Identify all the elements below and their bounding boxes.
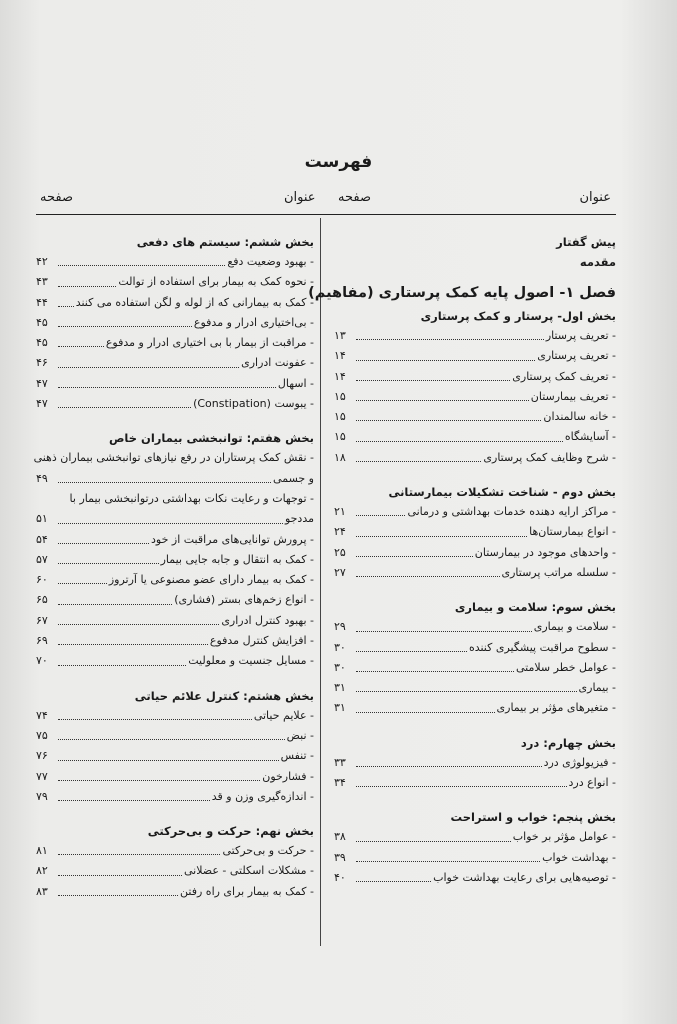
- toc-page-number: ۴۹: [36, 471, 48, 485]
- toc-entry: [334, 678, 616, 698]
- toc-entry: [36, 469, 314, 489]
- toc-entry-text: - علایم حیاتی: [253, 708, 314, 722]
- dot-leader: [58, 305, 74, 307]
- toc-entry: [36, 570, 314, 590]
- toc-entry: [334, 387, 616, 407]
- toc-entry-text: - مشکلات اسکلتی - عضلانی: [184, 864, 314, 878]
- dot-leader: [356, 514, 405, 516]
- dot-leader: [58, 853, 220, 855]
- toc-entry-text: - مراقبت از بیمار با بی اختیاری ادرار و مدفوع: [105, 336, 314, 350]
- toc-page-number: ۱۴: [334, 349, 346, 363]
- toc-entry-text: - بیماری: [578, 681, 616, 695]
- toc-entry-text: - بهبود وضعیت دفع: [227, 255, 314, 268]
- right-title-header: عنوان: [579, 190, 611, 205]
- toc-entry-text: - عفونت ادراری: [241, 356, 314, 370]
- toc-page-number: ۵۷: [36, 552, 48, 566]
- toc-entry: [36, 272, 314, 292]
- toc-entry: [36, 746, 314, 766]
- page-title: فهرست: [304, 152, 373, 172]
- toc-page-number: ۴۳: [36, 275, 48, 289]
- toc-entry-line: - توجهات و رعایت نکات بهداشتی درتوانبخشی بیمار با: [69, 491, 314, 505]
- dot-leader: [356, 575, 500, 577]
- section-heading: بخش دوم - شناخت تشکیلات بیمارستانی: [388, 485, 616, 500]
- right-column: [308, 232, 616, 888]
- section-gap: [334, 719, 616, 733]
- toc-entry-text: - حرکت و بی‌حرکتی: [222, 844, 314, 858]
- toc-entry: [36, 333, 314, 353]
- dot-leader: [58, 779, 260, 781]
- toc-entry: [36, 252, 314, 272]
- dot-leader: [58, 386, 276, 388]
- toc-page-number: ۲۵: [334, 545, 346, 559]
- toc-page-number: ۲۷: [334, 565, 346, 579]
- dot-leader: [356, 399, 529, 401]
- toc-page-number: ۷۵: [36, 728, 48, 742]
- toc-entry: [36, 374, 314, 394]
- toc-entry: [36, 590, 314, 610]
- toc-entry: [36, 706, 314, 726]
- toc-entry-text: - متغیرهای مؤثر بر بیماری: [496, 701, 616, 715]
- toc-entry: [334, 522, 616, 542]
- toc-entry-text: - مراکز ارایه دهنده خدمات بهداشتی و درمانی: [407, 505, 616, 519]
- section-heading: بخش پنجم: خواب و استراحت: [450, 810, 616, 825]
- toc-entry: [334, 698, 616, 718]
- toc-page-number: ۳۳: [334, 755, 346, 769]
- toc-page-number: ۴۲: [36, 255, 48, 268]
- dot-leader: [356, 840, 511, 842]
- toc-entry-text: - سطوح مراقبت پیشگیری کننده: [468, 640, 616, 654]
- section-gap: [36, 672, 314, 686]
- toc-entry-text: - یبوست (Constipation): [193, 397, 314, 411]
- dot-leader: [58, 582, 107, 584]
- toc-page-number: ۴۰: [334, 870, 346, 884]
- dot-leader: [58, 264, 225, 266]
- right-sections: [334, 306, 616, 888]
- dot-leader: [356, 690, 577, 692]
- dot-leader: [58, 643, 208, 645]
- toc-entry: [36, 651, 314, 671]
- toc-entry-text: - نحوه کمک به بیمار برای استفاده از توالت: [118, 275, 314, 289]
- toc-entry: [36, 293, 314, 313]
- left-sections: [33, 232, 314, 902]
- toc-page-number: ۳۴: [334, 776, 346, 790]
- toc-page-number: ۲۱: [334, 505, 346, 519]
- section-heading: بخش نهم: حرکت و بی‌حرکتی: [147, 824, 314, 839]
- toc-entry: [36, 611, 314, 631]
- toc-entry-text: - تعریف کمک پرستاری: [512, 369, 616, 383]
- toc-page-number: ۷۶: [36, 749, 48, 763]
- dot-leader: [58, 664, 186, 666]
- dot-leader: [58, 562, 159, 564]
- toc-entry: [334, 346, 616, 366]
- toc-entry: [334, 448, 616, 468]
- left-column: [33, 232, 314, 902]
- toc-entry-text: - عوامل خطر سلامتی: [515, 660, 616, 674]
- dot-leader: [356, 379, 510, 381]
- section-heading: بخش اول- پرستار و کمک پرستاری: [420, 309, 616, 323]
- dot-leader: [356, 711, 495, 713]
- toc-page-number: ۷۴: [36, 708, 48, 722]
- section-gap: [36, 807, 314, 821]
- intro-preface: پیش گفتار: [556, 235, 616, 249]
- toc-page-number: ۸۳: [36, 884, 48, 898]
- dot-leader: [356, 785, 567, 787]
- toc-entry: [334, 617, 616, 637]
- toc-entry-text: و جسمی: [273, 471, 314, 485]
- toc-entry: [334, 827, 616, 847]
- dot-leader: [58, 603, 172, 605]
- header-rule: [36, 214, 616, 215]
- section-gap: [334, 583, 616, 597]
- dot-leader: [356, 419, 541, 421]
- toc-entry-text: - سلامت و بیماری: [533, 620, 616, 634]
- toc-entry: [36, 726, 314, 746]
- toc-page-number: ۵۴: [36, 532, 48, 546]
- toc-entry-text: - کمک به انتقال و جابه جایی بیمار: [160, 552, 314, 566]
- toc-entry-text: - اسهال: [277, 376, 314, 390]
- dot-leader: [58, 345, 104, 347]
- dot-leader: [58, 623, 219, 625]
- toc-page-number: ۵۱: [36, 512, 48, 526]
- dot-leader: [356, 860, 540, 862]
- left-page-header: صفحه: [40, 190, 73, 205]
- dot-leader: [58, 542, 149, 544]
- toc-entry: [334, 773, 616, 793]
- dot-leader: [356, 630, 532, 632]
- toc-entry: [36, 861, 314, 881]
- intro-introduction: مقدمه: [579, 255, 616, 269]
- toc-page-number: ۴۷: [36, 376, 48, 390]
- toc-entry-text: - سلسله مراتب پرستاری: [501, 565, 616, 579]
- dot-leader: [58, 894, 178, 896]
- toc-page-number: ۱۴: [334, 369, 346, 383]
- toc-page-number: ۳۱: [334, 681, 346, 695]
- dot-leader: [58, 522, 283, 524]
- section-heading: بخش سوم: سلامت و بیماری: [454, 600, 616, 615]
- toc-page-number: ۳۱: [334, 701, 346, 715]
- section-heading: بخش چهارم: درد: [520, 735, 616, 750]
- dot-leader: [356, 650, 467, 652]
- dot-leader: [356, 555, 473, 557]
- toc-entry-text: - آسایشگاه: [564, 430, 616, 444]
- toc-entry: [334, 753, 616, 773]
- toc-entry: [334, 563, 616, 583]
- toc-entry-text: - تعریف پرستار: [545, 329, 616, 342]
- toc-page-number: ۲۴: [334, 525, 346, 539]
- dot-leader: [356, 440, 563, 442]
- toc-entry: [36, 882, 314, 902]
- toc-entry: [334, 502, 616, 522]
- toc-entry-text: - شرح وظایف کمک پرستاری: [483, 450, 616, 464]
- toc-page-number: ۴۵: [36, 336, 48, 350]
- toc-entry-text: - اندازه‌گیری وزن و قد: [211, 789, 314, 803]
- toc-page-number: ۳۰: [334, 640, 346, 654]
- toc-entry-text: - تعریف بیمارستان: [530, 389, 616, 403]
- toc-entry-text: - خانه سالمندان: [543, 410, 616, 424]
- toc-entry-line: - نقش کمک پرستاران در رفع نیازهای توانبخشی بیماران ذهنی: [33, 451, 314, 465]
- dot-leader: [58, 285, 116, 287]
- toc-entry-text: - نبض: [286, 728, 314, 742]
- toc-entry-text: - توصیه‌هایی برای رعایت بهداشت خواب: [433, 870, 616, 884]
- toc-entry-text: - بهبود کنترل ادراری: [221, 613, 314, 627]
- right-page-header: صفحه: [338, 190, 371, 205]
- toc-page-number: ۱۵: [334, 389, 346, 403]
- section-heading: بخش هشتم: کنترل علائم حیاتی: [134, 688, 314, 703]
- toc-entry: [334, 407, 616, 427]
- column-divider: [320, 218, 321, 946]
- dot-leader: [356, 535, 527, 537]
- dot-leader: [58, 325, 192, 327]
- toc-page-number: ۳۰: [334, 660, 346, 674]
- dot-leader: [58, 481, 271, 483]
- toc-page-number: ۱۸: [334, 450, 346, 464]
- toc-page-number: ۱۵: [334, 430, 346, 444]
- toc-entry: [36, 767, 314, 787]
- toc-entry-text: - بی‌اختیاری ادرار و مدفوع: [193, 315, 314, 329]
- toc-entry-text: مددجو: [284, 512, 314, 526]
- chapter-heading: فصل ۱- اصول پایه کمک پرستاری (مفاهیم): [308, 285, 616, 301]
- dot-leader: [356, 880, 431, 882]
- toc-entry-text: - عوامل مؤثر بر خواب: [512, 830, 616, 844]
- section-heading: بخش هفتم: توانبخشی بیماران خاص: [108, 431, 314, 446]
- toc-entry-text: - تعریف پرستاری: [537, 349, 616, 363]
- toc-entry: [334, 848, 616, 868]
- toc-entry-text: - کمک به بیمارانی که از لوله و لگن استفاده می کنند: [75, 295, 314, 309]
- toc-entry: [36, 841, 314, 861]
- toc-page-number: ۱۳: [334, 329, 346, 342]
- toc-page-number: ۶۹: [36, 634, 48, 648]
- dot-leader: [356, 670, 514, 672]
- toc-entry-text: - تنفس: [280, 749, 314, 763]
- toc-page-number: ۲۹: [334, 620, 346, 634]
- dot-leader: [58, 738, 285, 740]
- toc-entry: [36, 353, 314, 373]
- dot-leader: [356, 460, 481, 462]
- toc-page-number: ۳۸: [334, 830, 346, 844]
- toc-entry-text: - انواع زخم‌های بستر (فشاری): [174, 593, 314, 607]
- toc-entry: [36, 631, 314, 651]
- toc-entry: [36, 550, 314, 570]
- toc-entry: [36, 509, 314, 529]
- toc-page-number: ۷۷: [36, 769, 48, 783]
- section-heading: بخش ششم: سیستم های دفعی: [136, 235, 314, 249]
- toc-page-number: ۴۶: [36, 356, 48, 370]
- toc-entry-text: - کمک به بیمار دارای عضو مصنوعی یا آرتروز: [108, 573, 314, 587]
- toc-entry-text: - کمک به بیمار برای راه رفتن: [180, 884, 314, 898]
- toc-entry: [36, 313, 314, 333]
- dot-leader: [58, 406, 191, 408]
- toc-entry: [334, 326, 616, 346]
- toc-entry-text: - افزایش کنترل مدفوع: [209, 634, 314, 648]
- toc-entry: [36, 787, 314, 807]
- toc-entry-text: - مسایل جنسیت و معلولیت: [188, 654, 314, 668]
- toc-entry: [36, 530, 314, 550]
- toc-entry: [334, 427, 616, 447]
- toc-entry-text: - انواع بیمارستان‌ها: [529, 525, 616, 539]
- dot-leader: [356, 765, 542, 767]
- dot-leader: [356, 338, 544, 340]
- toc-page-number: ۷۹: [36, 789, 48, 803]
- toc-page-number: ۶۷: [36, 613, 48, 627]
- section-gap: [334, 468, 616, 482]
- toc-entry-text: - فشارخون: [262, 769, 314, 783]
- toc-entry: [334, 658, 616, 678]
- toc-page-number: ۱۵: [334, 410, 346, 424]
- toc-page-number: ۸۲: [36, 864, 48, 878]
- left-title-header: عنوان: [284, 190, 316, 205]
- dot-leader: [58, 874, 182, 876]
- section-gap: [36, 414, 314, 428]
- toc-page-number: ۴۴: [36, 295, 48, 309]
- toc-entry: [334, 868, 616, 888]
- dot-leader: [58, 799, 210, 801]
- toc-entry: [334, 638, 616, 658]
- section-gap: [334, 793, 616, 807]
- toc-entry-text: - پرورش توانایی‌های مراقبت از خود: [151, 532, 314, 546]
- toc-entry: [36, 394, 314, 414]
- dot-leader: [58, 759, 279, 761]
- toc-page-number: ۶۰: [36, 573, 48, 587]
- toc-entry-text: - فیزیولوژی درد: [543, 755, 616, 769]
- toc-entry-text: - واحدهای موجود در بیمارستان: [474, 545, 616, 559]
- toc-page-number: ۷۰: [36, 654, 48, 668]
- dot-leader: [58, 718, 252, 720]
- toc-entry-text: - بهداشت خواب: [542, 850, 616, 864]
- dot-leader: [58, 366, 239, 368]
- dot-leader: [356, 359, 535, 361]
- toc-page-number: ۴۷: [36, 397, 48, 411]
- toc-entry: [334, 543, 616, 563]
- toc-page-number: ۴۵: [36, 315, 48, 329]
- toc-entry: [334, 367, 616, 387]
- toc-entry-text: - انواع درد: [568, 776, 616, 790]
- toc-page-number: ۶۵: [36, 593, 48, 607]
- toc-page-number: ۸۱: [36, 844, 48, 858]
- toc-page-number: ۳۹: [334, 850, 346, 864]
